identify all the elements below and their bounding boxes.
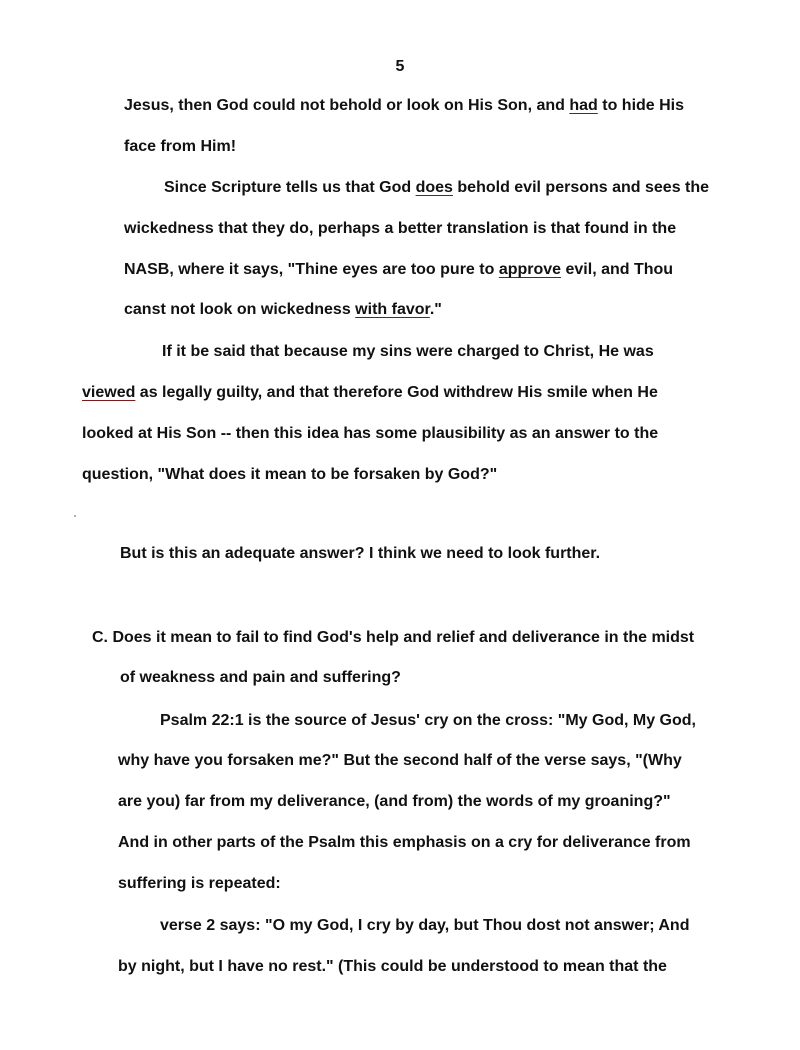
page-number: 5	[395, 58, 405, 75]
text-line	[164, 178, 709, 198]
line-text: evil, and Thou	[561, 261, 674, 278]
text-line	[124, 300, 442, 320]
line-text: NASB, where it says, "Thine eyes are too pure to	[124, 261, 499, 278]
text-line	[118, 874, 281, 894]
line-text: face from Him!	[124, 138, 237, 155]
section-heading	[92, 628, 694, 648]
line-text: Psalm 22:1 is the source of Jesus' cry on the cross: "My God, My God,	[160, 712, 696, 729]
text-line	[118, 833, 691, 853]
line-text: looked at His Son -- then this idea has some plausibility as an answer to the	[82, 425, 659, 442]
text-line	[124, 137, 236, 157]
text-line	[82, 383, 658, 403]
line-text: Jesus, then God could not behold or look on His Son, and	[124, 97, 570, 114]
line-text: But is this an adequate answer? I think we need to look further.	[120, 545, 601, 562]
line-text: And in other parts of the Psalm this emphasis on a cry for deliverance from	[118, 834, 691, 851]
line-text: as legally guilty, and that therefore God withdrew His smile when He	[135, 384, 658, 401]
line-text: ."	[429, 301, 442, 318]
line-text: Since Scripture tells us that God	[164, 179, 416, 196]
line-text: to hide His	[597, 97, 685, 114]
line-text: of weakness and pain and suffering?	[120, 669, 401, 686]
text-line	[82, 424, 658, 444]
line-text: behold evil persons and sees the	[452, 179, 710, 196]
text-line	[118, 751, 682, 771]
scan-speck	[74, 515, 76, 517]
text-line	[118, 792, 671, 812]
text-line	[120, 668, 401, 688]
text-line	[160, 711, 696, 731]
line-text: by night, but I have no rest." (This could be understood to mean that the	[118, 958, 667, 975]
text-line	[124, 96, 684, 116]
line-text: suffering is repeated:	[118, 875, 281, 892]
line-text: are you) far from my deliverance, (and from) the words of my groaning?"	[118, 793, 671, 810]
line-text: If it be said that because my sins were charged to Christ, He was	[162, 343, 654, 360]
line-text: verse 2 says: "O my God, I cry by day, but Thou dost not answer; And	[160, 917, 690, 934]
text-line	[124, 219, 676, 239]
line-text: wickedness that they do, perhaps a better translation is that found in the	[124, 220, 677, 237]
line-text: question, "What does it mean to be forsaken by God?"	[82, 466, 498, 483]
underlined-text: with favor	[355, 301, 430, 318]
underlined-text: had	[569, 97, 598, 114]
text-line	[82, 465, 497, 485]
line-text: C. Does it mean to fail to find God's help and relief and deliverance in the midst	[92, 629, 695, 646]
line-text: why have you forsaken me?" But the second half of the verse says, "(Why	[118, 752, 682, 769]
underlined-text: does	[415, 179, 453, 196]
text-line	[118, 957, 667, 977]
text-line	[160, 916, 689, 936]
underlined-text: approve	[498, 261, 562, 278]
underlined-text: viewed	[82, 384, 136, 401]
text-line	[124, 260, 673, 280]
text-line	[162, 342, 654, 362]
text-line	[120, 544, 600, 564]
line-text: canst not look on wickedness	[124, 301, 356, 318]
